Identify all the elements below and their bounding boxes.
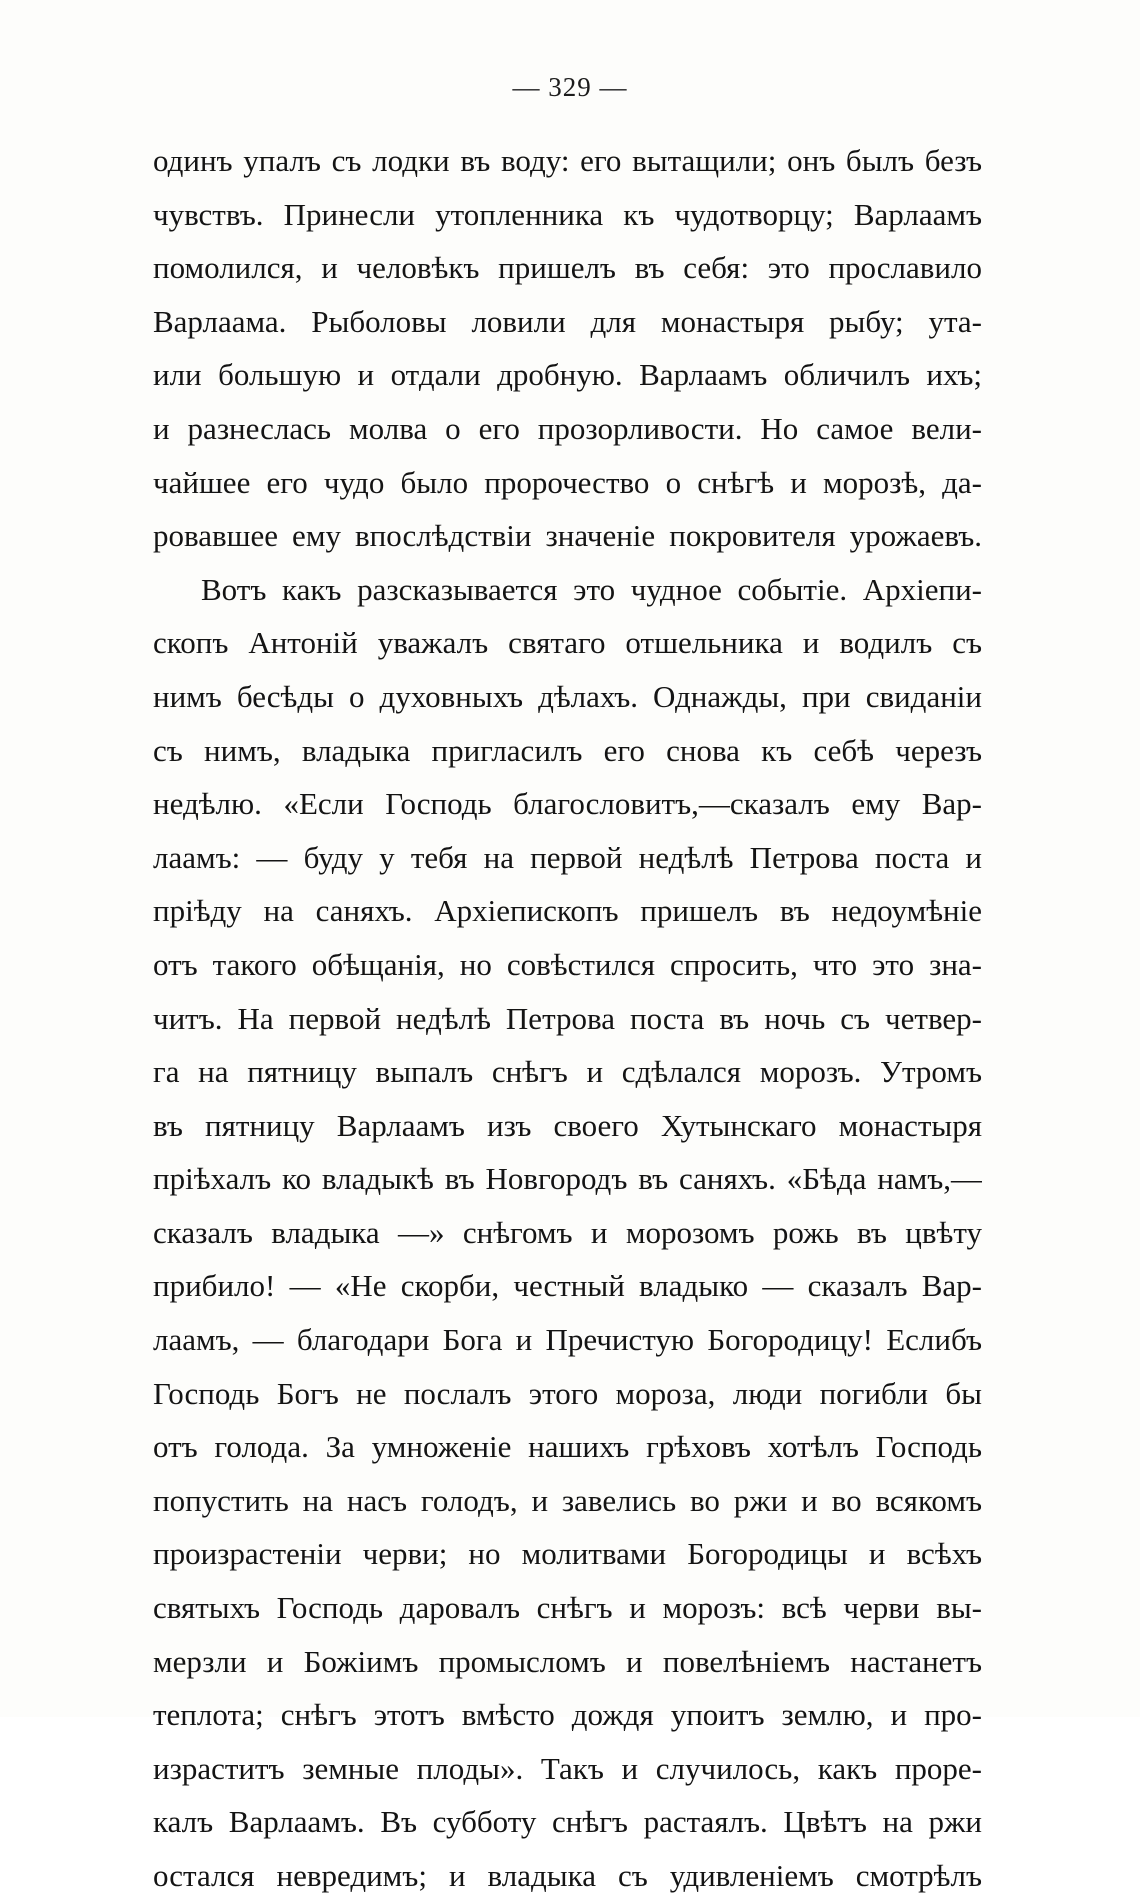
text-line: лаамъ, — благодари Бога и Пречистую Богородицу! Еслибъ — [153, 1322, 982, 1358]
text-line: скопъ Антоній уважалъ святаго отшельника и водилъ съ — [153, 625, 982, 661]
text-line: чувствъ. Принесли утопленника къ чудотворцу; Варлаамъ — [153, 196, 982, 232]
paragraph-first-line: Вотъ какъ разсказывается это чудное событіе. Архіепи- — [201, 571, 982, 607]
text-line: мерзли и Божіимъ промысломъ и повелѣніемъ настанетъ — [153, 1643, 982, 1679]
text-line: лаамъ: — буду у тебя на первой недѣлѣ Петрова поста и — [153, 839, 982, 875]
text-line: недѣлю. «Если Господь благословитъ,—сказалъ ему Вар- — [153, 786, 982, 822]
text-line: пріѣхалъ ко владыкѣ въ Новгородъ въ саняхъ. «Бѣда намъ,— — [153, 1161, 982, 1197]
text-line: святыхъ Господь даровалъ снѣгъ и морозъ: всѣ черви вы- — [153, 1590, 982, 1626]
text-line: теплота; снѣгъ этотъ вмѣсто дождя упоитъ землю, и про- — [153, 1697, 982, 1733]
text-line: израститъ земные плоды». Такъ и случилось, какъ проре- — [153, 1750, 982, 1786]
text-line: и разнеслась молва о его прозорливости. Но самое вели- — [153, 410, 982, 446]
text-line: отъ голода. За умноженіе нашихъ грѣховъ хотѣлъ Господь — [153, 1429, 982, 1465]
page-number: — 329 — — [512, 72, 628, 102]
body-text — [153, 134, 982, 1903]
text-line: Варлаама. Рыболовы ловили для монастыря рыбу; ута- — [153, 303, 982, 339]
text-line: прибило! — «Не скорби, честный владыко — сказалъ Вар- — [153, 1268, 982, 1304]
text-line: остался невредимъ; и владыка съ удивленіемъ смотрѣлъ — [153, 1858, 982, 1893]
text-line: га на пятницу выпалъ снѣгъ и сдѣлался морозъ. Утромъ — [153, 1054, 982, 1090]
text-line: сказалъ владыка —» снѣгомъ и морозомъ рожь въ цвѣту — [153, 1214, 982, 1250]
text-line: чайшее его чудо было пророчество о снѣгѣ и морозѣ, да- — [153, 464, 982, 500]
text-line: одинъ упалъ съ лодки въ воду: его вытащили; онъ былъ безъ — [153, 143, 982, 178]
text-line: Господь Богъ не послалъ этого мороза, люди погибли бы — [153, 1375, 982, 1411]
text-line: или большую и отдали дробную. Варлаамъ обличилъ ихъ; — [153, 357, 982, 393]
text-line: ровавшее ему впослѣдствіи значеніе покровителя урожаевъ. — [153, 518, 982, 554]
text-line: калъ Варлаамъ. Въ субботу снѣгъ растаялъ. Цвѣтъ на ржи — [153, 1804, 982, 1840]
text-line: съ нимъ, владыка пригласилъ его снова къ себѣ черезъ — [153, 732, 982, 768]
text-line: попустить на насъ голодъ, и завелись во ржи и во всякомъ — [153, 1482, 982, 1518]
text-line: пріѣду на саняхъ. Архіепископъ пришелъ въ недоумѣніе — [153, 893, 982, 929]
text-line: въ пятницу Варлаамъ изъ своего Хутынскаго монастыря — [153, 1107, 982, 1143]
text-line: произрастеніи черви; но молитвами Богородицы и всѣхъ — [153, 1536, 982, 1572]
text-line: отъ такого обѣщанія, но совѣстился спросить, что это зна- — [153, 946, 982, 982]
text-line: помолился, и человѣкъ пришелъ въ себя: это прославило — [153, 250, 982, 286]
text-line: нимъ бесѣды о духовныхъ дѣлахъ. Однажды, при свиданіи — [153, 678, 982, 714]
text-line: читъ. На первой недѣлѣ Петрова поста въ ночь съ четвер- — [153, 1000, 982, 1036]
